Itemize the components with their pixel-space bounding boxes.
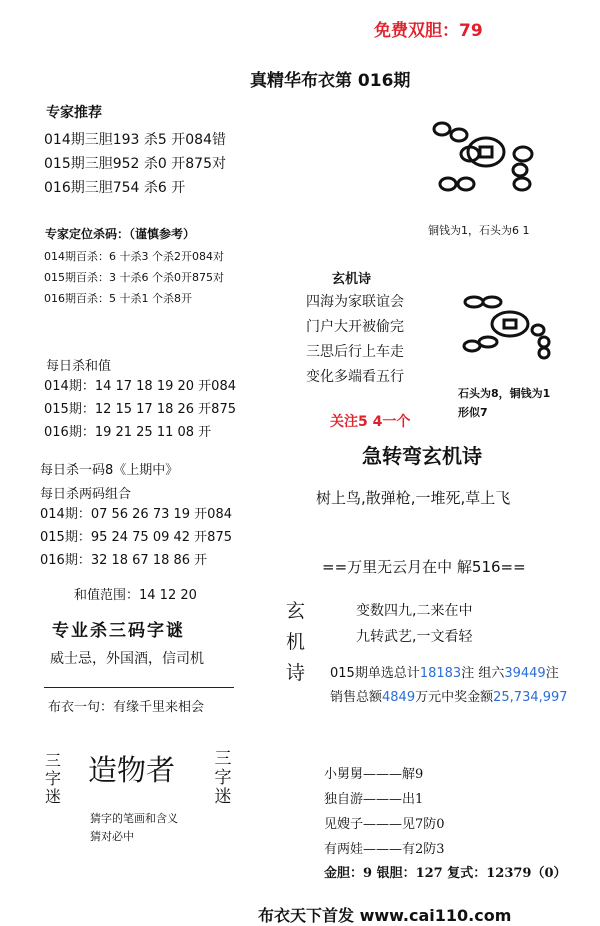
- poem-line: 三思后行上车走: [306, 344, 404, 360]
- creator-hints: [90, 810, 178, 846]
- list-item: 016期：32 18 67 18 86 开: [40, 553, 208, 568]
- cloudless-line: ==万里无云月在中 解516==: [322, 558, 526, 576]
- sales-number: 39449: [504, 666, 546, 681]
- footer: 布衣天下首发 www.cai110.com: [258, 906, 512, 925]
- list-item: 015期百杀：3 十杀6 个杀0开875对: [44, 271, 224, 284]
- one-phrase: 布衣一句：有缘千里来相会: [48, 700, 205, 715]
- sales-number: 25,734,997: [493, 690, 568, 705]
- sales-text: 注 组六: [461, 666, 505, 681]
- poem-line: 四海为家联谊会: [306, 294, 404, 310]
- creator-right-label-text: 三字迷: [214, 749, 232, 807]
- list-item: 有两娃———有2防3: [324, 842, 445, 857]
- coins-stones-illustration: [428, 112, 558, 202]
- poem-line: 门户大开被偷完: [306, 319, 404, 335]
- xuanji-char: 诗: [286, 662, 306, 684]
- sales-text: 销售总额: [330, 690, 383, 705]
- xuanji-line-2: 九转武艺,一文看轻: [356, 629, 473, 645]
- list-item: 014期百杀：6 十杀3 个杀2开084对: [44, 250, 224, 263]
- sales-line-1: [330, 662, 568, 686]
- creator-right-label: [213, 750, 233, 807]
- creator-line-1: 猜字的笔画和含义: [90, 812, 178, 825]
- sum-kill-lines: [44, 375, 236, 444]
- sum-range: 和值范围：14 12 20: [74, 588, 197, 603]
- sum-kill-heading: 每日杀和值: [46, 359, 112, 374]
- creator-left-label-text: 三字迷: [44, 751, 61, 806]
- list-item: 016期三胆754 杀6 开: [44, 180, 186, 196]
- focus-note: 关注5 4一个: [330, 414, 411, 430]
- list-item: 015期三胆952 杀0 开875对: [44, 156, 226, 172]
- riddle-text: 威士忌，外国酒，信司机: [50, 651, 204, 667]
- sales-line-2: [330, 686, 568, 710]
- coins-caption-2a: 石头为8，铜钱为1: [458, 387, 551, 400]
- xuanji-lines: [356, 598, 472, 650]
- riddle-heading: 专业杀三码字谜: [52, 621, 185, 641]
- xuanji-label: [286, 596, 305, 689]
- coins-caption-2b: 形似7: [458, 406, 488, 419]
- gold-line: 金胆：9 银胆：127 复式：12379（0）: [324, 866, 567, 881]
- sharp-turn-title: 急转弯玄机诗: [362, 444, 482, 468]
- position-kill-lines: [44, 246, 224, 309]
- sales-number: 18183: [419, 666, 462, 681]
- one-code-heading: 每日杀一码8《上期中》: [40, 463, 179, 478]
- creator-left-label: [44, 752, 62, 806]
- sales-text: 015期单选总计: [330, 666, 420, 681]
- list-item: 独自游———出1: [324, 792, 424, 807]
- sales-text: 万元中奖金额: [415, 690, 494, 705]
- position-kill-heading: 专家定位杀码：（谨慎参考）: [45, 227, 196, 241]
- hint-list: [324, 762, 445, 862]
- sales-text: 注: [545, 666, 559, 681]
- expert-lines: [44, 128, 226, 200]
- top-banner: 免费双胆：79: [374, 21, 483, 41]
- sharp-turn-text: 树上鸟,散弹枪,一堆死,草上飞: [316, 489, 511, 507]
- two-code-heading: 每日杀两码组合: [40, 487, 132, 502]
- creator-line-2: 猜对必中: [90, 830, 134, 843]
- poem-line: 变化多端看五行: [306, 369, 404, 385]
- two-code-lines: [40, 503, 232, 572]
- expert-heading: 专家推荐: [46, 105, 102, 121]
- poem-lines: [306, 290, 404, 390]
- stones-coin-illustration: [460, 292, 565, 362]
- divider: [44, 687, 234, 688]
- coins-caption-2: [458, 384, 550, 422]
- list-item: 016期百杀：5 十杀1 个杀8开: [44, 292, 192, 305]
- page-title: 真精华布衣第 016期: [250, 71, 411, 91]
- list-item: 015期：12 15 17 18 26 开875: [44, 402, 236, 417]
- list-item: 014期三胆193 杀5 开084错: [44, 132, 226, 148]
- xuanji-line-1: 变数四九,二来在中: [356, 603, 473, 619]
- xuanji-char: 玄: [286, 600, 306, 622]
- poem-heading: 玄机诗: [332, 272, 372, 287]
- list-item: 014期：14 17 18 19 20 开084: [44, 379, 236, 394]
- list-item: 014期：07 56 26 73 19 开084: [40, 507, 232, 522]
- list-item: 小舅舅———解9: [324, 767, 424, 782]
- xuanji-char: 机: [286, 631, 306, 653]
- sales-info: [330, 662, 568, 710]
- coins-caption-1: 铜钱为1，石头为6 1: [428, 224, 530, 237]
- list-item: 见嫂子———见7防0: [324, 817, 445, 832]
- list-item: 015期：95 24 75 09 42 开875: [40, 530, 232, 545]
- sales-number: 4849: [382, 690, 416, 705]
- creator-word: 造物者: [88, 753, 176, 787]
- list-item: 016期：19 21 25 11 08 开: [44, 425, 212, 440]
